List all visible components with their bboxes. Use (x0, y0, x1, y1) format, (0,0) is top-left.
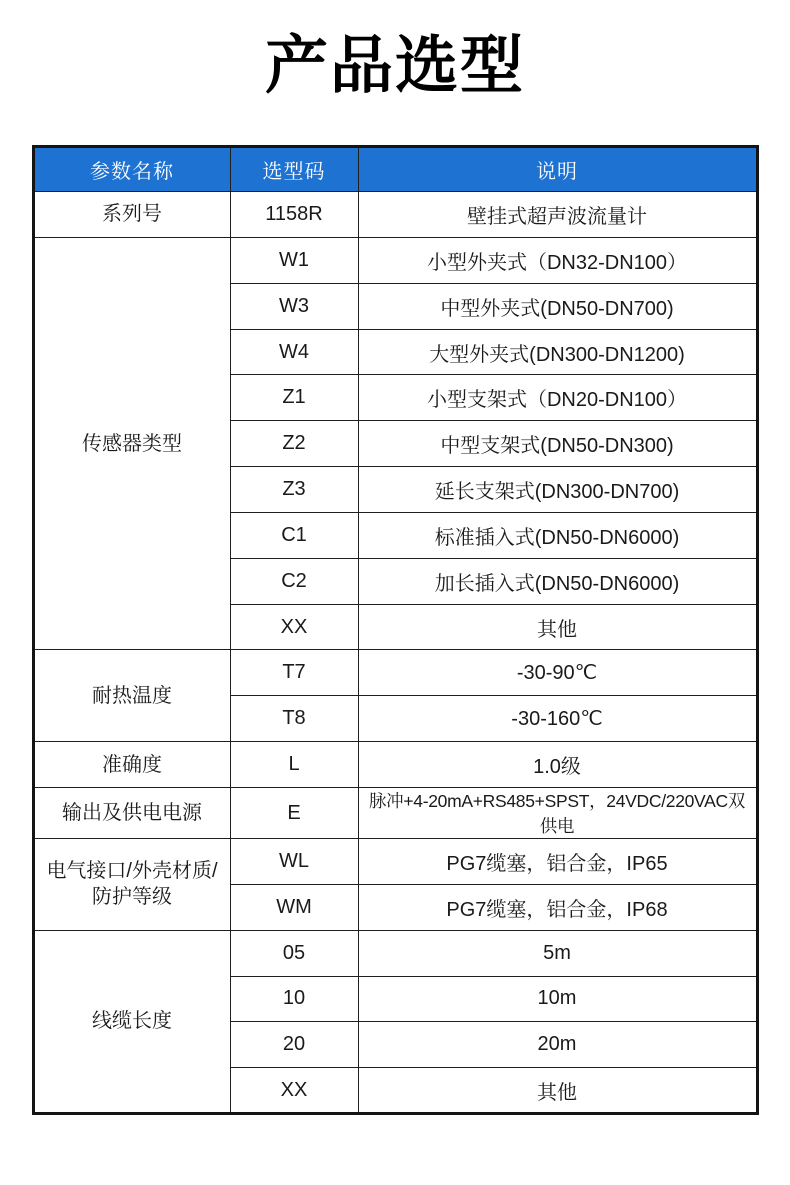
desc-cell: -30-90℃ (358, 650, 757, 696)
desc-cell: 大型外夹式(DN300-DN1200) (358, 329, 757, 375)
table-row (33, 788, 757, 839)
desc-cell: PG7缆塞，铝合金，IP65 (358, 839, 757, 885)
code-cell: XX (230, 1068, 358, 1114)
param-name-cell: 准确度 (33, 742, 230, 788)
desc-cell: -30-160℃ (358, 696, 757, 742)
code-cell: Z3 (230, 467, 358, 513)
table-row (33, 930, 757, 976)
table-header-row (33, 147, 757, 192)
desc-cell: 脉冲+4-20mA+RS485+SPST，24VDC/220VAC双供电 (358, 788, 757, 839)
code-cell: W4 (230, 329, 358, 375)
desc-cell: 其他 (358, 1068, 757, 1114)
desc-cell: 延长支架式(DN300-DN700) (358, 467, 757, 513)
desc-cell: PG7缆塞，铝合金，IP68 (358, 884, 757, 930)
param-name-cell: 系列号 (33, 192, 230, 238)
header-param-name: 参数名称 (33, 147, 230, 192)
code-cell: W1 (230, 237, 358, 283)
code-cell: E (230, 788, 358, 839)
desc-cell: 5m (358, 930, 757, 976)
code-cell: L (230, 742, 358, 788)
header-description: 说明 (358, 147, 757, 192)
desc-cell: 10m (358, 976, 757, 1022)
code-cell: W3 (230, 283, 358, 329)
code-cell: T8 (230, 696, 358, 742)
code-cell: C2 (230, 558, 358, 604)
code-cell: 1158R (230, 192, 358, 238)
code-cell: T7 (230, 650, 358, 696)
table-body (33, 192, 757, 1114)
param-name-cell: 线缆长度 (33, 930, 230, 1113)
code-cell: Z2 (230, 421, 358, 467)
desc-cell: 壁挂式超声波流量计 (358, 192, 757, 238)
code-cell: WL (230, 839, 358, 885)
table-row (33, 742, 757, 788)
desc-cell: 标准插入式(DN50-DN6000) (358, 512, 757, 558)
param-name-cell: 耐热温度 (33, 650, 230, 742)
desc-cell: 加长插入式(DN50-DN6000) (358, 558, 757, 604)
desc-cell: 其他 (358, 604, 757, 650)
table-row (33, 650, 757, 696)
param-name-cell: 电气接口/外壳材质/防护等级 (33, 839, 230, 931)
code-cell: XX (230, 604, 358, 650)
desc-cell: 中型外夹式(DN50-DN700) (358, 283, 757, 329)
desc-cell: 1.0级 (358, 742, 757, 788)
desc-cell: 中型支架式(DN50-DN300) (358, 421, 757, 467)
code-cell: 10 (230, 976, 358, 1022)
table-row (33, 237, 757, 283)
desc-cell: 20m (358, 1022, 757, 1068)
desc-cell: 小型支架式（DN20-DN100） (358, 375, 757, 421)
table-row (33, 192, 757, 238)
code-cell: Z1 (230, 375, 358, 421)
code-cell: 05 (230, 930, 358, 976)
header-selection-code: 选型码 (230, 147, 358, 192)
param-name-cell: 输出及供电电源 (33, 788, 230, 839)
param-name-cell: 传感器类型 (33, 237, 230, 650)
code-cell: WM (230, 884, 358, 930)
product-selection-table (32, 145, 759, 1115)
code-cell: 20 (230, 1022, 358, 1068)
page-title: 产品选型 (265, 31, 525, 101)
table-row (33, 839, 757, 885)
desc-cell: 小型外夹式（DN32-DN100） (358, 237, 757, 283)
code-cell: C1 (230, 512, 358, 558)
